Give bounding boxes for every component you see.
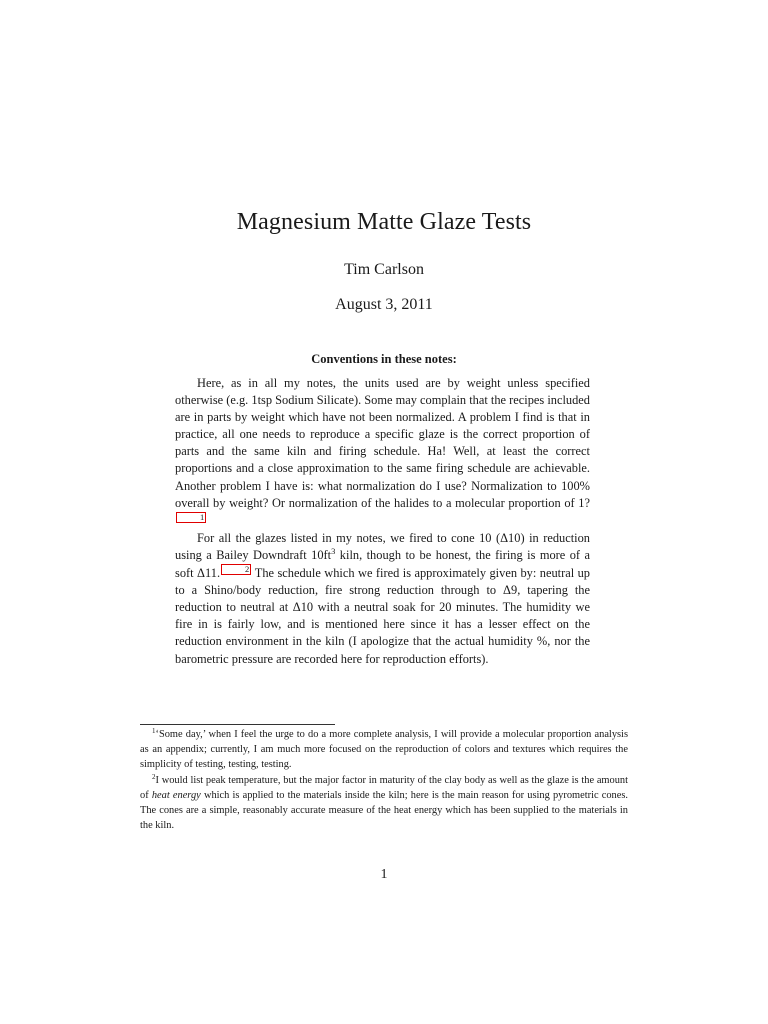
footnote-2-emphasis: heat energy (151, 789, 201, 801)
paragraph-2-text-c: The schedule which we fired is approximately given by: neutral up to a Shino/body reduction, fire strong reduction through to Δ9, tapering the reduction to neutral at Δ10 with a neutral soak for 20 minutes. The humidity we fire in is fairly low, and is mentioned here since it has a lesser effect on the reduction environment in the kiln (I apologize that the actual humidity %, nor the barometric pressure are recorded here for reproduction efforts). (175, 566, 590, 666)
paragraph-1 (175, 375, 590, 530)
footnote-2 (140, 773, 628, 834)
footnote-2-text-b: which is applied to the materials inside the kiln; here is the main reason for using pyrometric cones. The cones are a simple, reasonably accurate measure of the heat energy which has been supplied to the materials in the kiln. (140, 789, 628, 832)
footnote-link-1[interactable]: 1 (176, 512, 206, 523)
footnote-1-marker: 1 (152, 727, 156, 735)
document-author: Tim Carlson (344, 261, 424, 278)
section-heading: Conventions in these notes: (311, 352, 457, 366)
footnote-2-marker: 2 (152, 772, 156, 781)
paragraph-2-text-b: kiln, though to be honest, the firing is more of a soft Δ11. (175, 547, 590, 581)
paragraph-2 (175, 530, 590, 668)
page-number: 1 (380, 867, 388, 882)
footnote-2-text-a: I would list peak temperature, but the major factor in maturity of the clay body as well as the glaze is the amount of (140, 774, 628, 801)
footnote-rule (140, 724, 335, 725)
footnote-1-text: ‘Some day,’ when I feel the urge to do a more complete analysis, I will provide a molecular proportion analysis as an appendix; currently, I am much more focused on the reproduction of colors and textures which requires the simplicity of testing, testing, testing. (140, 729, 628, 771)
cubic-superscript: 3 (331, 545, 336, 556)
footnotes (140, 727, 628, 833)
document-title: Magnesium Matte Glaze Tests (236, 209, 532, 235)
footnote-1 (140, 727, 628, 773)
paragraph-2-text-a: For all the glazes listed in my notes, we fired to cone 10 (Δ10) in reduction using a Bailey Downdraft 10ft (175, 530, 590, 562)
footnote-link-2[interactable]: 2 (221, 564, 251, 575)
document-date: August 3, 2011 (335, 296, 433, 313)
body-text (175, 375, 590, 668)
paragraph-1-text: Here, as in all my notes, the units used are by weight unless specified otherwise (e.g. 1tsp Sodium Silicate). Some may complain that the recipes included are in parts by weight which have not been normalized. A problem I find is that in practice, all one needs to reproduce a specific glaze is the correct proportion of parts and the same kiln and firing schedule. Ha! Well, at least the correct proportions and a close approximation to the same firing schedule are achievable. Another problem I have is: what normalization do I use? Normalization to 100% overall by weight? Or normalization of the halides to a molecular proportion of 1? (175, 376, 590, 510)
